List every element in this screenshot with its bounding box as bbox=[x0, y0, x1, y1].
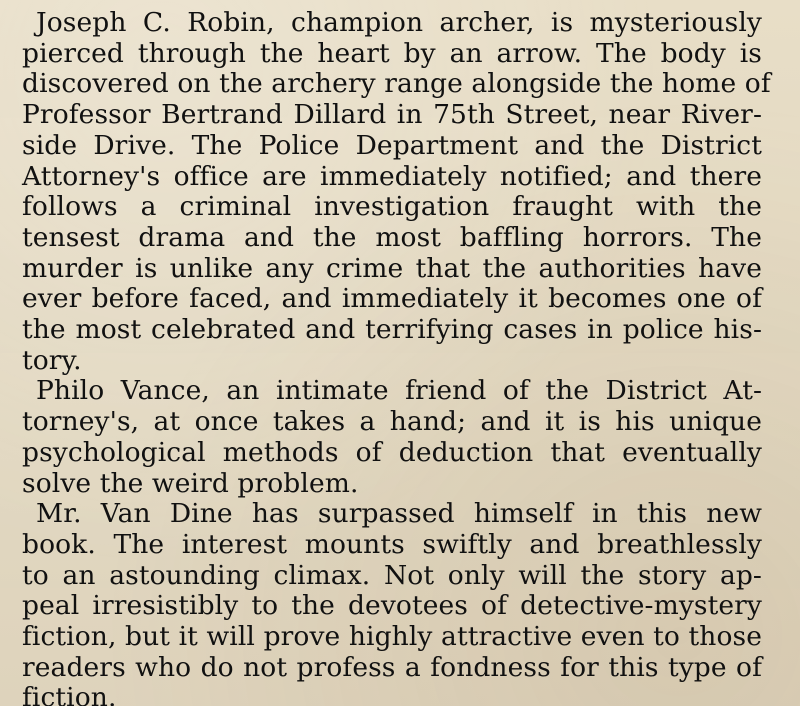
paragraph-line: the most celebrated and terrifying cases in police his- bbox=[22, 314, 762, 346]
paragraph-line: book. The interest mounts swiftly and breathlessly bbox=[22, 528, 762, 560]
paragraph-line: Philo Vance, an intimate friend of the District At- bbox=[36, 375, 762, 407]
paragraph-1 bbox=[22, 7, 771, 376]
paragraph-line: discovered on the archery range alongside the home of bbox=[22, 68, 771, 100]
paragraph-line: peal irresistibly to the devotees of detective-mystery bbox=[22, 590, 762, 622]
document-text bbox=[22, 7, 771, 706]
paragraph-line: murder is unlike any crime that the authorities have bbox=[22, 252, 762, 284]
paragraph-line: pierced through the heart by an arrow. The body is bbox=[22, 37, 762, 69]
paragraph-line: Mr. Van Dine has surpassed himself in this new bbox=[36, 498, 762, 530]
paragraph-line: tensest drama and the most baffling horrors. The bbox=[22, 221, 762, 253]
paragraph-line: torney's, at once takes a hand; and it is his unique bbox=[22, 406, 762, 438]
paragraph-line: tory. bbox=[22, 344, 82, 376]
paragraph-line: Professor Bertrand Dillard in 75th Street, near River- bbox=[22, 99, 762, 131]
paragraph-line: solve the weird problem. bbox=[22, 467, 359, 499]
paragraph-line: Joseph C. Robin, champion archer, is mysteriously bbox=[36, 7, 762, 38]
paragraph-line: psychological methods of deduction that eventually bbox=[22, 436, 762, 468]
paragraph-line: readers who do not profess a fondness for this type of bbox=[22, 651, 762, 683]
paragraph-line: follows a criminal investigation fraught with the bbox=[22, 191, 762, 223]
paragraph-2 bbox=[22, 376, 762, 499]
paragraph-line: fiction, but it will prove highly attractive even to those bbox=[22, 621, 762, 653]
paragraph-line: side Drive. The Police Department and the District bbox=[22, 129, 762, 161]
paragraph-line: to an astounding climax. Not only will the story ap- bbox=[22, 559, 762, 591]
paragraph-3 bbox=[22, 499, 762, 706]
paragraph-line: fiction. bbox=[22, 682, 117, 706]
paragraph-line: ever before faced, and immediately it becomes one of bbox=[22, 283, 762, 315]
paragraph-line: Attorney's office are immediately notified; and there bbox=[22, 160, 762, 192]
